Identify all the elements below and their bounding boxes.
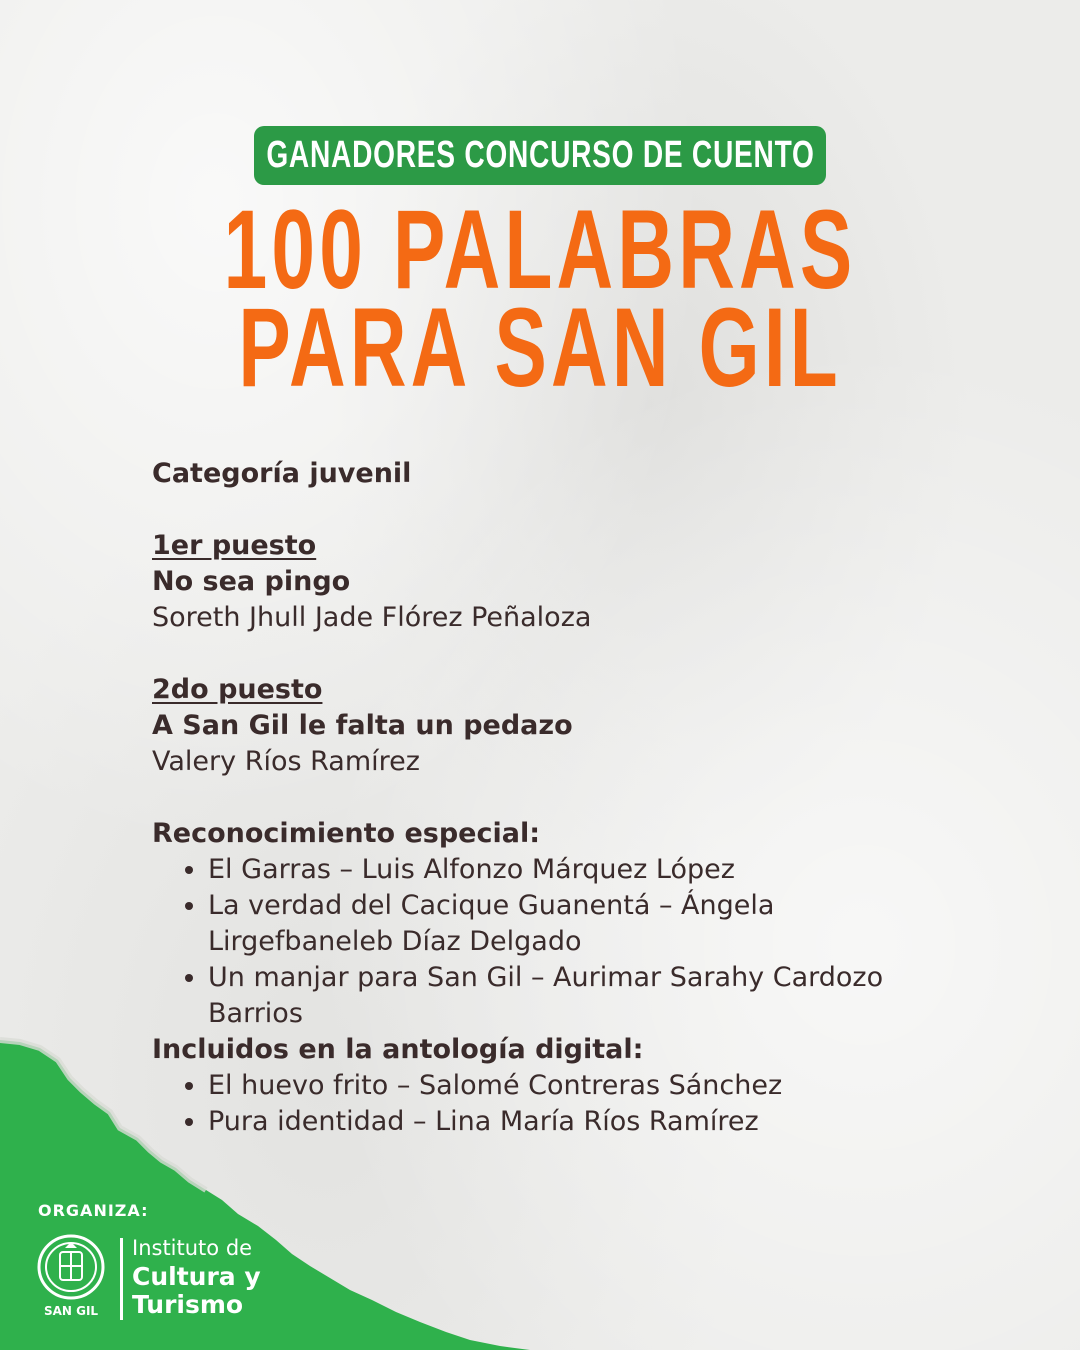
footer-divider bbox=[120, 1238, 123, 1320]
second-place-label: 2do puesto bbox=[152, 674, 323, 705]
organiza-label: ORGANIZA: bbox=[38, 1201, 149, 1220]
second-place-work: A San Gil le falta un pedazo bbox=[152, 710, 573, 741]
institute-name-line-2: Cultura y bbox=[132, 1262, 261, 1291]
anthology-heading: Incluidos en la antología digital: bbox=[152, 1034, 644, 1065]
first-place-author: Soreth Jhull Jade Flórez Peñaloza bbox=[152, 602, 592, 633]
first-place-work: No sea pingo bbox=[152, 566, 351, 597]
anthology-list bbox=[152, 1068, 932, 1140]
list-item: • El Garras – Luis Alfonzo Márquez López bbox=[208, 852, 932, 888]
category-heading: Categoría juvenil bbox=[152, 458, 412, 489]
contest-banner bbox=[254, 126, 826, 185]
special-recognition-list bbox=[152, 852, 932, 1032]
title-line-1: 100 PALABRAS bbox=[223, 187, 857, 312]
seal-label: SAN GIL bbox=[43, 1304, 99, 1318]
list-item: • El huevo frito – Salomé Contreras Sánchez bbox=[208, 1068, 932, 1104]
san-gil-seal-icon bbox=[36, 1234, 106, 1300]
list-item: • Pura identidad – Lina María Ríos Ramírez bbox=[208, 1104, 932, 1140]
list-item: • Un manjar para San Gil – Aurimar Sarahy Cardozo Barrios bbox=[208, 960, 932, 1032]
second-place-author: Valery Ríos Ramírez bbox=[152, 746, 420, 777]
institute-name-bold bbox=[132, 1263, 261, 1319]
special-recognition-heading: Reconocimiento especial: bbox=[152, 818, 541, 849]
institute-name-line-1: Instituto de bbox=[132, 1236, 253, 1260]
list-item: • La verdad del Cacique Guanentá – Ángela Lirgefbaneleb Díaz Delgado bbox=[208, 888, 932, 960]
winners-list bbox=[152, 456, 932, 1140]
banner-text: GANADORES CONCURSO DE CUENTO bbox=[265, 134, 815, 176]
first-place-label: 1er puesto bbox=[152, 530, 317, 561]
title-line-2: PARA SAN GIL bbox=[238, 285, 842, 410]
institute-name-line-3: Turismo bbox=[132, 1290, 244, 1319]
